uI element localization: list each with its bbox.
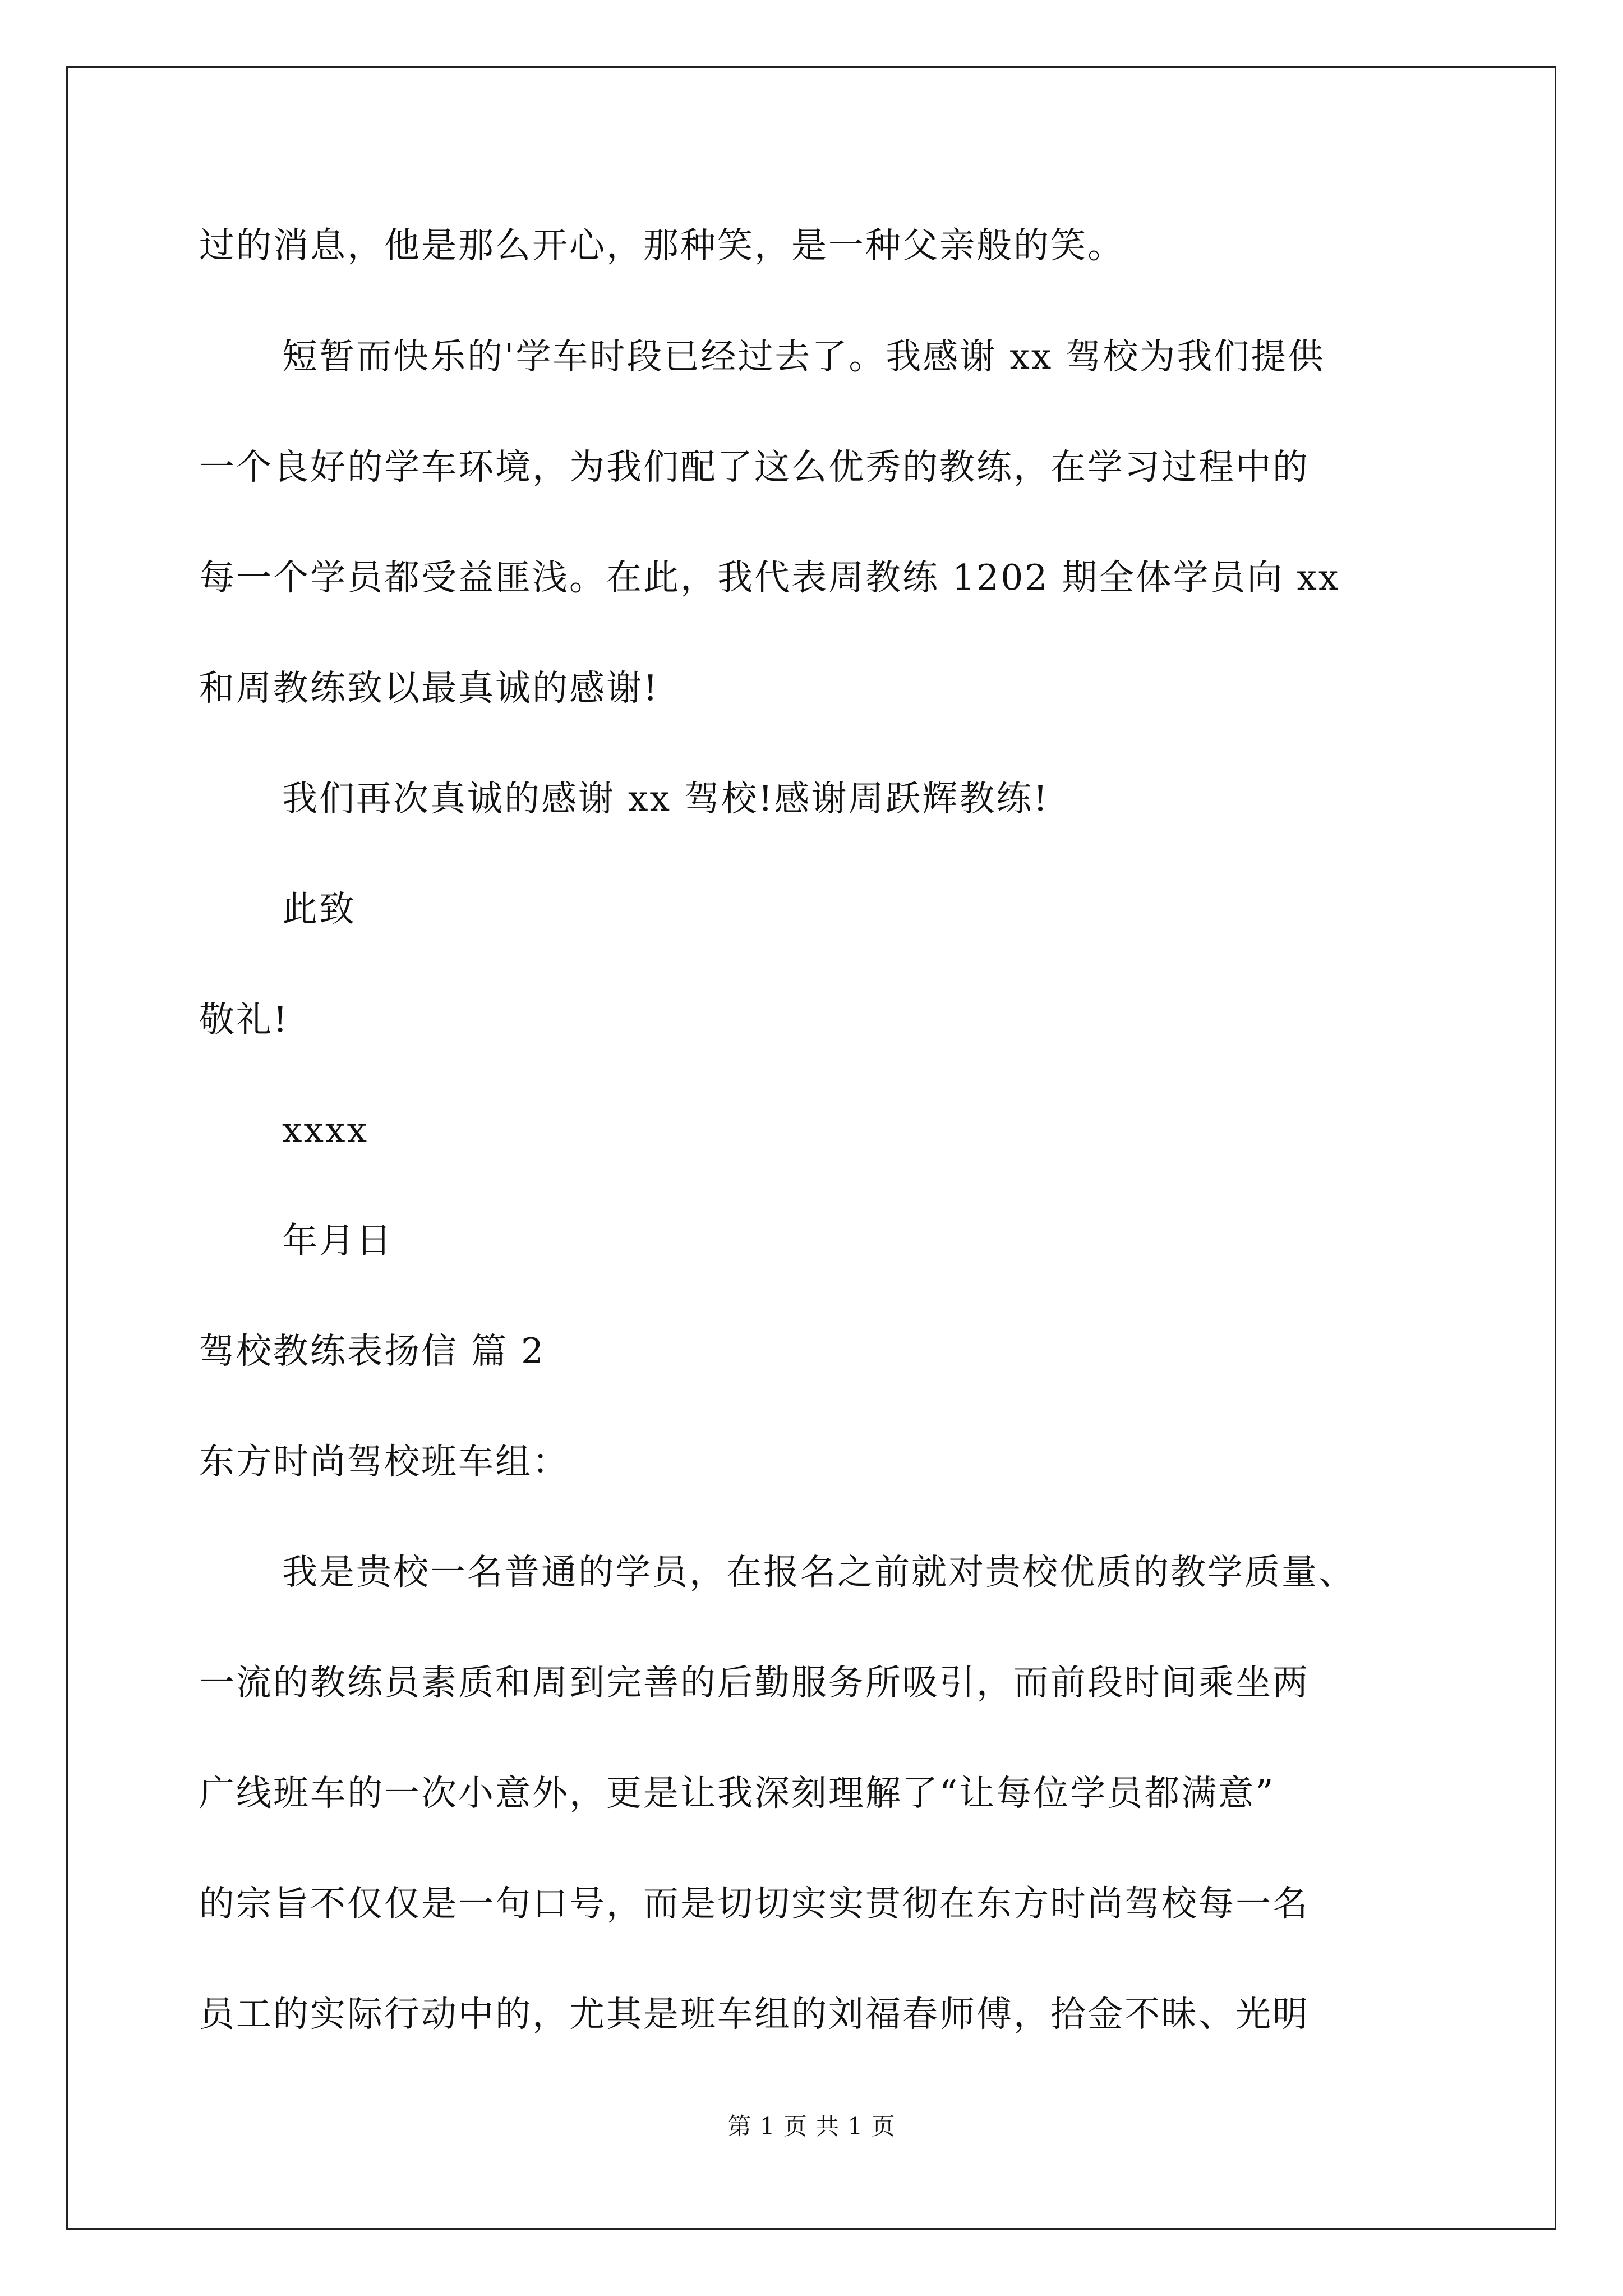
letter-addressee: 东方时尚驾校班车组： — [199, 1441, 569, 1482]
body-line-6: 我们再次真诚的感谢 xx 驾校!感谢周跃辉教练! — [282, 778, 1049, 819]
body-line-3: 一个良好的学车环境，为我们配了这么优秀的教练，在学习过程中的 — [199, 447, 1310, 487]
body-line-8: 一流的教练员素质和周到完善的后勤服务所吸引，而前段时间乘坐两 — [199, 1662, 1310, 1703]
body-line-2: 短暂而快乐的'学车时段已经过去了。我感谢 xx 驾校为我们提供 — [282, 336, 1325, 377]
body-line-10: 的宗旨不仅仅是一句口号，而是切切实实贯彻在东方时尚驾校每一名 — [199, 1883, 1310, 1924]
body-line-1: 过的消息，他是那么开心，那种笑，是一种父亲般的笑。 — [199, 225, 1124, 266]
page-footer: 第 1 页 共 1 页 — [727, 2113, 896, 2140]
body-line-7: 我是贵校一名普通的学员，在报名之前就对贵校优质的教学质量、 — [282, 1552, 1355, 1593]
signature-date: 年月日 — [282, 1220, 393, 1261]
salutation-jingli: 敬礼! — [199, 999, 289, 1040]
body-line-9: 广线班车的一次小意外，更是让我深刻理解了“让每位学员都满意” — [199, 1773, 1275, 1814]
body-line-4: 每一个学员都受益匪浅。在此，我代表周教练 1202 期全体学员向 xx — [199, 557, 1340, 598]
salutation-cizhi: 此致 — [282, 889, 356, 930]
body-line-5: 和周教练致以最真诚的感谢! — [199, 668, 660, 708]
section-title: 驾校教练表扬信 篇 2 — [199, 1331, 546, 1372]
signature-name: xxxx — [282, 1110, 369, 1151]
body-line-11: 员工的实际行动中的，尤其是班车组的刘福春师傅，拾金不昧、光明 — [199, 1994, 1310, 2035]
